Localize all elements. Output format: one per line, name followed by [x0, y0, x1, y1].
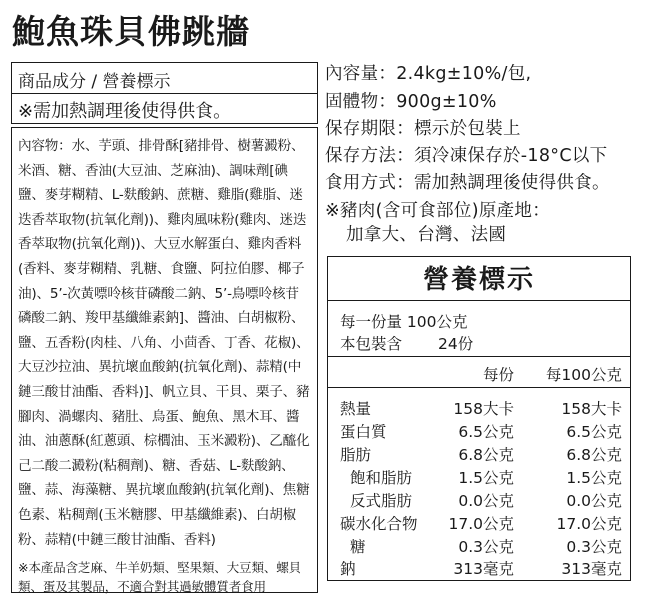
nutrient-row-energy — [328, 397, 630, 420]
nutrition-title: 營養標示 — [422, 265, 535, 295]
nutrient-row-saturated-fat — [328, 466, 630, 489]
nutrient-per-serving: 17.0公克 — [448, 515, 514, 533]
spec-pork-origin-countries: 加拿大、台灣、法國 — [346, 225, 507, 245]
ingredients-heading-box — [11, 62, 318, 124]
nutrient-per-100g: 158大卡 — [561, 400, 622, 418]
nutrient-per-100g: 6.5公克 — [566, 423, 622, 441]
heading-divider — [12, 93, 317, 94]
nutrient-per-serving: 0.0公克 — [458, 492, 514, 510]
nutrition-divider — [328, 387, 630, 388]
nutrient-per-serving: 313毫克 — [453, 560, 514, 578]
nutrient-row-trans-fat — [328, 489, 630, 512]
nutrient-per-100g: 0.0公克 — [566, 492, 622, 510]
spec-solid-weight: 固體物：900g±10% — [325, 92, 497, 112]
ingredients-heading: 商品成分 / 營養標示 — [18, 72, 171, 92]
nutrient-label: 熱量 — [340, 400, 372, 418]
nutrient-row-fat — [328, 443, 630, 466]
spec-usage: 食用方式：需加熱調理後使得供食。 — [325, 173, 610, 193]
nutrient-label: 糖 — [350, 538, 366, 556]
servings-per-pack-label: 本包裝含 — [340, 335, 403, 353]
nutrient-per-serving: 1.5公克 — [458, 469, 514, 487]
serving-size: 每一份量 100公克 — [340, 313, 468, 331]
heating-note: ※需加熱調理後使得供食。 — [18, 101, 232, 122]
servings-per-pack-value: 24份 — [438, 335, 474, 353]
nutrient-per-serving: 0.3公克 — [458, 538, 514, 556]
nutrient-row-sodium — [328, 557, 630, 580]
nutrient-row-protein — [328, 420, 630, 443]
spec-expiry: 保存期限：標示於包裝上 — [325, 119, 521, 139]
nutrient-label: 碳水化合物 — [340, 515, 418, 533]
nutrient-per-100g: 1.5公克 — [566, 469, 622, 487]
spec-net-content: 內容量：2.4kg±10%/包, — [325, 64, 532, 84]
nutrient-label: 脂肪 — [340, 446, 372, 464]
nutrition-facts-panel — [327, 256, 631, 581]
nutrient-label: 鈉 — [340, 560, 356, 578]
nutrient-per-100g: 17.0公克 — [556, 515, 622, 533]
nutrition-divider — [328, 300, 630, 301]
nutrient-row-carbohydrate — [328, 512, 630, 535]
column-per-100g: 每100公克 — [545, 366, 622, 384]
nutrient-row-sugar — [328, 535, 630, 558]
nutrition-divider — [328, 356, 630, 357]
nutrient-per-100g: 313毫克 — [561, 560, 622, 578]
nutrient-per-serving: 6.8公克 — [458, 446, 514, 464]
nutrient-label: 飽和脂肪 — [350, 469, 413, 487]
spec-pork-origin-label: ※豬肉(含可食部位)原產地： — [325, 201, 551, 221]
nutrient-per-100g: 6.8公克 — [566, 446, 622, 464]
column-per-serving: 每份 — [482, 366, 514, 384]
nutrient-per-serving: 158大卡 — [453, 400, 514, 418]
nutrient-label: 反式脂肪 — [350, 492, 413, 510]
ingredients-panel — [11, 127, 318, 593]
nutrient-label: 蛋白質 — [340, 423, 387, 441]
product-title: 鮑魚珠貝佛跳牆 — [12, 12, 250, 51]
spec-storage: 保存方法：須冷凍保存於-18°C以下 — [325, 146, 608, 166]
allergen-note: ※本產品含芝麻、牛羊奶類、堅果類、大豆類、螺貝類、蛋及其製品，不適合對其過敏體質者食用 — [18, 560, 302, 595]
nutrient-per-serving: 6.5公克 — [458, 423, 514, 441]
nutrient-per-100g: 0.3公克 — [566, 538, 622, 556]
ingredients-text: 內容物：水、芋頭、排骨酥[豬排骨、樹薯澱粉、米酒、糖、香油(大豆油、芝麻油)、調味劑[碘鹽、麥芽糊精、L-麩酸鈉、蔗糖、雞脂(雞脂、迷迭香萃取物(抗氧化劑))、雞肉風味粉(雞肉、迷迭香萃取物(抗氧化劑))、大豆水解蛋白、雞肉香料(香料、麥芽糊精、乳糖、食鹽、阿拉伯膠、椰子油)、5’-次黃嘌呤核苷磷酸二鈉、5’-鳥嘌呤核苷磷酸二鈉、羧甲基纖維素鈉]、醬油、白胡椒粉、鹽、五香粉(肉桂、八角、小茴香、丁香、花椒)、大豆沙拉油、異抗壞血酸鈉(抗氧化劑)、蒜精(中鏈三酸甘油酯、香料)]、帆立貝、干貝、栗子、豬腳肉、渦螺肉、豬肚、烏蛋、鮑魚、黑木耳、醬油、油蔥酥(紅蔥頭、棕櫚油、玉米澱粉)、乙醯化己二酸二澱粉(粘稠劑)、糖、香菇、L-麩酸鈉、鹽、蒜、海藻糖、異抗壞血酸鈉(抗氧化劑)、焦糖色素、粘稠劑(玉米糖膠、甲基纖維素)、白胡椒粉、蒜精(中鏈三酸甘油酯、香料) — [18, 138, 310, 548]
